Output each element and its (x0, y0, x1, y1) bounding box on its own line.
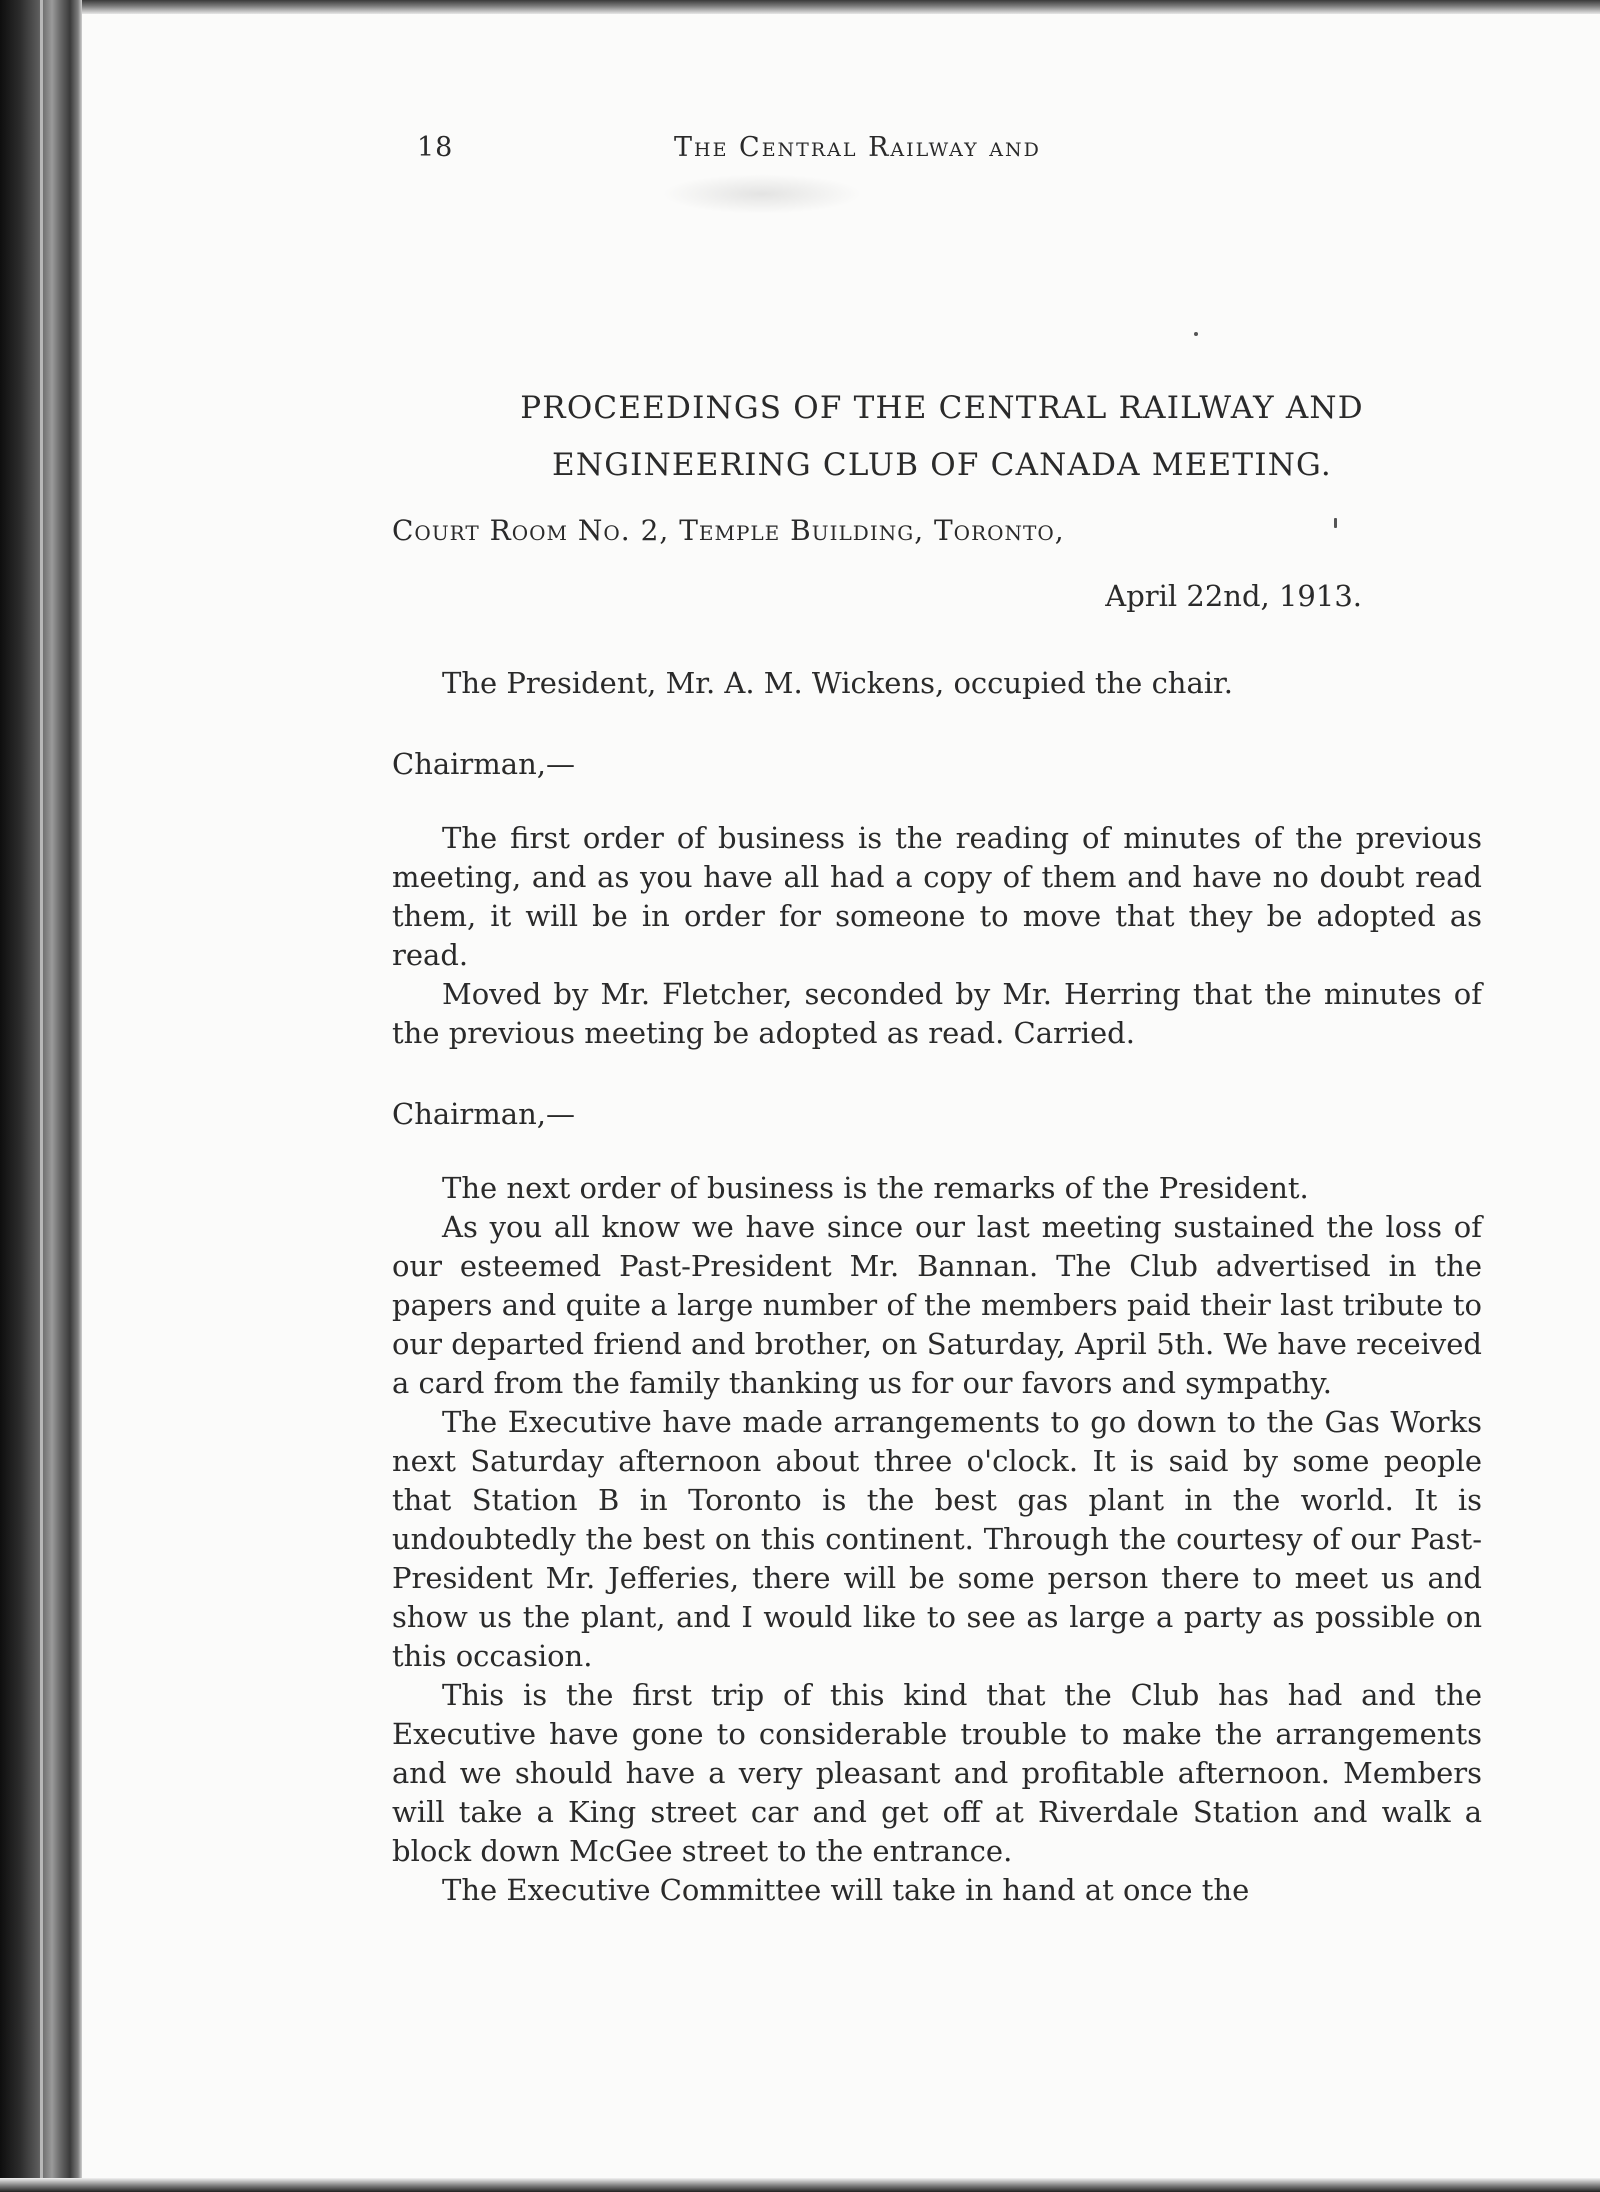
body-paragraph: This is the first trip of this kind that the Club has had and the Executive have gone to considerable trouble to make the arrangements and we should have a very pleasant and profitable afternoon. Members will take a King street car and get off at Riverdale Station and walk a block down McGee street to the entrance. (392, 1678, 1482, 1868)
top-page-edge (82, 0, 1600, 14)
running-head: The Central Railway and (674, 132, 1041, 163)
speaker-label: Chairman,— (392, 1097, 575, 1131)
book-page (82, 14, 1600, 2178)
ink-smudge (662, 174, 862, 214)
body-paragraph: The Executive have made arrangements to go down to the Gas Works next Saturday afternoon about three o'clock. It is said by some people that Station B in Toronto is the best gas plant in the world. It is undoubtedly the best on this continent. Through the courtesy of our Past-President Mr. Jefferies, there will be some person there to meet us and show us the plant, and I would like to see as large a party as possible on this occasion. (392, 1405, 1482, 1673)
page-number: 18 (417, 132, 454, 163)
body-paragraph: The first order of business is the reading of minutes of the previous meeting, and as you have all had a copy of them and have no doubt read them, it will be in order for someone to move that they be adopted as read. (392, 821, 1482, 972)
body-paragraph: The next order of business is the remarks of the President. (442, 1171, 1309, 1205)
body-paragraph: The Executive Committee will take in hand at once the (442, 1873, 1250, 1907)
document-body (392, 664, 1482, 1910)
bottom-page-edge (0, 2178, 1600, 2192)
body-paragraph: As you all know we have since our last meeting sustained the loss of our esteemed Past-President Mr. Bannan. The Club advertised in the papers and quite a large number of the members paid their last tribute to our departed friend and brother, on Saturday, April 5th. We have received a card from the family thanking us for our favors and sympathy. (392, 1210, 1482, 1400)
meeting-date: April 22nd, 1913. (1105, 579, 1362, 613)
binding-stripe (40, 0, 43, 2192)
speck-mark (1194, 332, 1198, 336)
meeting-location: Court Room No. 2, Temple Building, Toronto, (392, 514, 1065, 547)
body-paragraph: Moved by Mr. Fletcher, seconded by Mr. Herring that the minutes of the previous meeting be adopted as read. Carried. (392, 977, 1482, 1050)
title-line-1: PROCEEDINGS OF THE CENTRAL RAILWAY AND (520, 390, 1364, 426)
title-line-2: ENGINEERING CLUB OF CANADA MEETING. (552, 447, 1332, 483)
speck-mark (1334, 518, 1337, 528)
speaker-label: Chairman,— (392, 747, 575, 781)
intro-paragraph: The President, Mr. A. M. Wickens, occupied the chair. (442, 666, 1233, 700)
document-title (382, 380, 1502, 494)
